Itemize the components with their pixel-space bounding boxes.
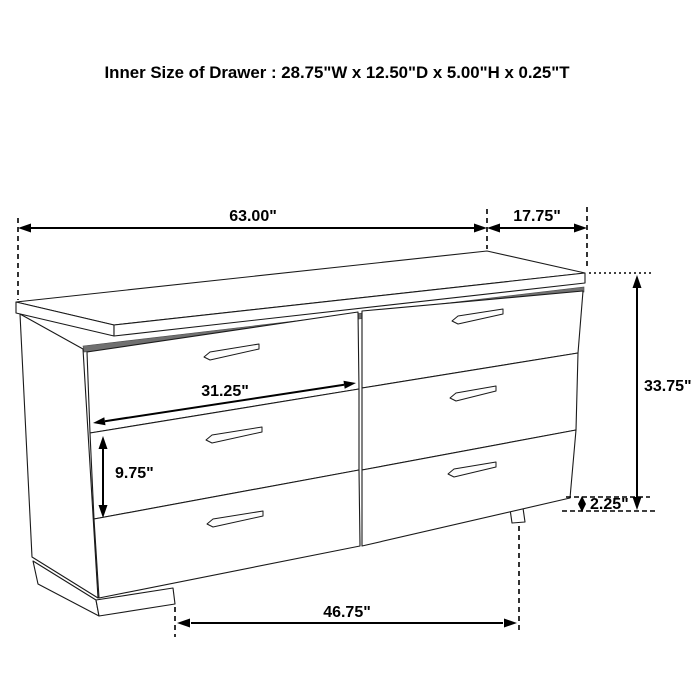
- base-span-label: 46.75": [323, 604, 371, 621]
- drawer-width-label: 31.25": [201, 383, 249, 400]
- base-height-label: 2.25": [590, 496, 629, 513]
- arrowhead-down: [633, 497, 642, 510]
- dimension-base-height: [562, 496, 658, 513]
- side-panel: [20, 314, 98, 598]
- dresser-drawing: [16, 251, 585, 616]
- arrowhead-right: [574, 224, 587, 233]
- arrowhead-left: [18, 224, 31, 233]
- overall-height-label: 33.75": [644, 378, 692, 395]
- arrowhead-right: [504, 619, 517, 628]
- arrowhead-left: [177, 619, 190, 628]
- drawer-height-label: 9.75": [115, 465, 154, 482]
- arrowhead-up: [633, 275, 642, 288]
- arrowhead-right: [474, 224, 487, 233]
- dimension-overall-height: [589, 273, 692, 510]
- arrowhead-left: [487, 224, 500, 233]
- top-depth-label: 17.75": [513, 208, 561, 225]
- inner-drawer-size-title: Inner Size of Drawer : 28.75"W x 12.50"D x 5.00"H x 0.25"T: [104, 64, 570, 82]
- overall-width-label: 63.00": [229, 208, 277, 225]
